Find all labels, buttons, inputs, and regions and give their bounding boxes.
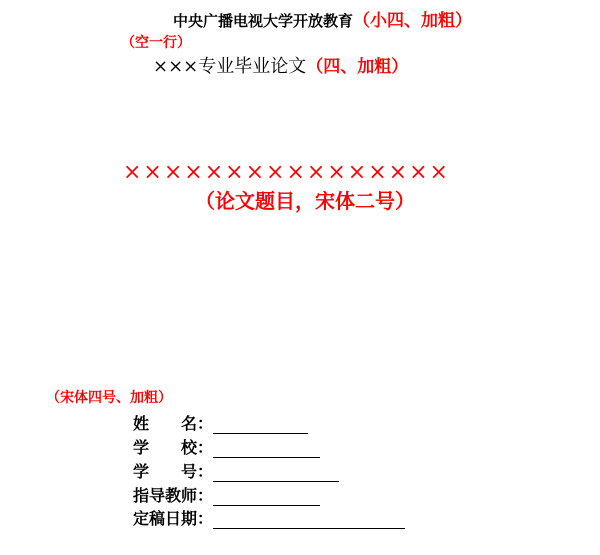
major-title-format-note: （四、加粗）	[306, 57, 409, 77]
thesis-title-placeholder: ××××××××××××××××	[123, 160, 450, 185]
field-school-row	[133, 435, 320, 458]
field-tutor-row	[133, 483, 320, 506]
field-student-id-blank	[213, 465, 339, 482]
field-student-id-row	[133, 459, 339, 482]
field-school-blank	[213, 441, 320, 458]
field-tutor-blank	[213, 489, 320, 506]
field-name-label: 姓 名：	[133, 414, 214, 433]
field-name-row	[133, 411, 308, 434]
field-school-label: 学 校：	[133, 438, 214, 457]
major-title: ×××专业毕业论文	[153, 56, 307, 77]
field-name-blank	[213, 417, 308, 434]
university-format-note: （小四、加粗）	[353, 11, 473, 31]
field-final-date-row	[133, 506, 405, 529]
university-name: 中央广播电视大学开放教育	[173, 12, 354, 30]
field-student-id-label: 学 号：	[133, 462, 214, 481]
thesis-title-format-note: （论文题目，宋体二号）	[195, 189, 415, 213]
info-format-note: （宋体四号、加粗）	[46, 390, 172, 406]
field-final-date-blank	[213, 512, 405, 529]
field-tutor-label: 指导教师：	[133, 486, 214, 505]
field-final-date-label: 定稿日期：	[133, 509, 214, 528]
major-title-line	[153, 52, 408, 78]
blank-line-note: （空一行）	[121, 35, 191, 51]
university-line	[173, 6, 472, 31]
